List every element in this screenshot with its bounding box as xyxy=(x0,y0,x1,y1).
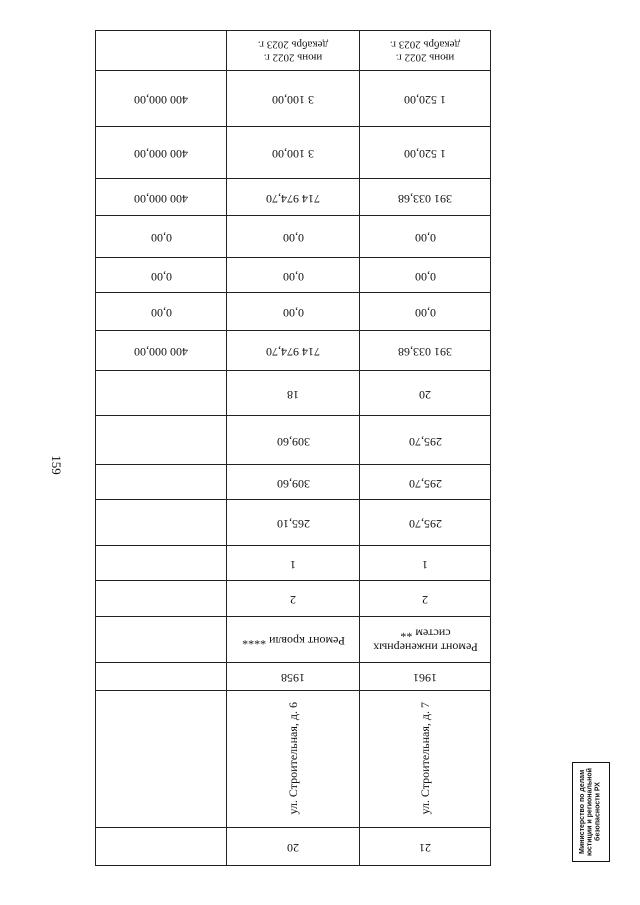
table-cell xyxy=(96,500,227,546)
table-cell: 0,00 xyxy=(96,293,227,331)
table-cell xyxy=(96,691,227,828)
table-row xyxy=(96,371,491,416)
table-cell: 309,60 xyxy=(227,465,360,500)
table-cell: 295,70 xyxy=(360,465,491,500)
table-cell: 1 xyxy=(360,546,491,581)
table-cell: ул. Строительная, д. 7 xyxy=(360,691,491,828)
table-cell: 3 100,00 xyxy=(227,71,360,127)
table-cell: 714 974,70 xyxy=(227,179,360,216)
table-cell: 0,00 xyxy=(360,258,491,293)
table-row xyxy=(96,500,491,546)
data-table xyxy=(95,30,490,860)
table-cell: 1958 xyxy=(227,663,360,691)
table-cell: 0,00 xyxy=(227,293,360,331)
table-cell: 265,10 xyxy=(227,500,360,546)
table-cell xyxy=(96,546,227,581)
table-row xyxy=(96,216,491,258)
table-cell: 400 000,00 xyxy=(96,71,227,127)
table-cell: 1 520,00 xyxy=(360,127,491,179)
ministry-stamp xyxy=(572,762,610,862)
table-cell: 0,00 xyxy=(96,216,227,258)
table-cell: 21 xyxy=(360,828,491,866)
table-cell: 309,60 xyxy=(227,416,360,465)
table-cell: 20 xyxy=(360,371,491,416)
table-cell: июнь 2022 г. декабрь 2023 г. xyxy=(360,31,491,71)
table-cell xyxy=(96,416,227,465)
table-cell: 0,00 xyxy=(96,258,227,293)
table-row xyxy=(96,127,491,179)
table-row xyxy=(96,663,491,691)
table-cell: 2 xyxy=(227,581,360,617)
table-row xyxy=(96,31,491,71)
table-row xyxy=(96,691,491,828)
table-cell: июнь 2022 г. декабрь 2023 г. xyxy=(227,31,360,71)
table-cell: 1961 xyxy=(360,663,491,691)
table-row xyxy=(96,293,491,331)
table-cell xyxy=(96,663,227,691)
table-cell xyxy=(96,617,227,663)
table-row xyxy=(96,416,491,465)
table-cell: 0,00 xyxy=(360,216,491,258)
table-cell: Ремонт инженерных систем ** xyxy=(360,617,491,663)
table-cell: 295,70 xyxy=(360,500,491,546)
stamp-line: юстиции и региональной xyxy=(587,768,595,856)
table-cell: 0,00 xyxy=(227,258,360,293)
table-cell: 3 100,00 xyxy=(227,127,360,179)
table-cell xyxy=(96,581,227,617)
table-cell: Ремонт кровли **** xyxy=(227,617,360,663)
stamp-line: безопасности РХ xyxy=(594,782,602,842)
stamp-line: Министерство по делам xyxy=(579,769,587,855)
table-cell: 400 000,00 xyxy=(96,127,227,179)
table-cell: 391 033,68 xyxy=(360,179,491,216)
stamp-text xyxy=(579,768,602,856)
table-row xyxy=(96,546,491,581)
table-cell: 1 520,00 xyxy=(360,71,491,127)
page-number: 159 xyxy=(49,455,64,475)
table-cell: 0,00 xyxy=(360,293,491,331)
table-cell: 18 xyxy=(227,371,360,416)
table-cell xyxy=(96,31,227,71)
table-cell: 295,70 xyxy=(360,416,491,465)
table-row xyxy=(96,179,491,216)
table-cell: 714 974,70 xyxy=(227,331,360,371)
table-row xyxy=(96,465,491,500)
table-cell: 20 xyxy=(227,828,360,866)
table-cell: 0,00 xyxy=(227,216,360,258)
table-row xyxy=(96,581,491,617)
table-cell: 400 000,00 xyxy=(96,179,227,216)
table-cell: ул. Строительная, д. 6 xyxy=(227,691,360,828)
table-cell: 2 xyxy=(360,581,491,617)
table-cell: 391 033,68 xyxy=(360,331,491,371)
table-row xyxy=(96,258,491,293)
table-cell xyxy=(96,371,227,416)
table-cell xyxy=(96,828,227,866)
table-row xyxy=(96,828,491,866)
table-cell: 1 xyxy=(227,546,360,581)
table-row xyxy=(96,617,491,663)
table-row xyxy=(96,331,491,371)
table-cell xyxy=(96,465,227,500)
table-row xyxy=(96,71,491,127)
table-cell: 400 000,00 xyxy=(96,331,227,371)
